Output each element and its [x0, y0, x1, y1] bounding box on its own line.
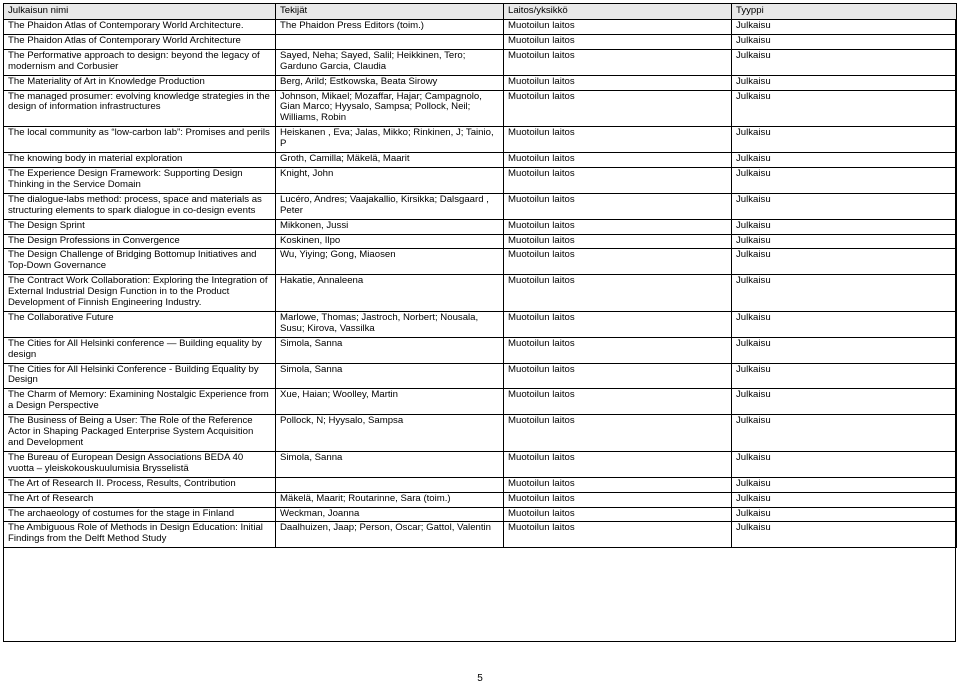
type-cell: Julkaisu	[732, 153, 957, 168]
publications-table	[3, 3, 957, 548]
unit-cell: Muotoilun laitos	[504, 234, 732, 249]
publication-title-cell: The Phaidon Atlas of Contemporary World Architecture	[4, 34, 276, 49]
table-row	[4, 415, 957, 452]
unit-cell: Muotoilun laitos	[504, 153, 732, 168]
table-row	[4, 275, 957, 312]
type-cell: Julkaisu	[732, 219, 957, 234]
authors-cell: Weckman, Joanna	[276, 507, 504, 522]
type-cell: Julkaisu	[732, 275, 957, 312]
authors-cell: Pollock, N; Hyysalo, Sampsa	[276, 415, 504, 452]
publication-title-cell: The Cities for All Helsinki Conference - Building Equality by Design	[4, 363, 276, 389]
column-header-title: Julkaisun nimi	[4, 4, 276, 20]
table-row	[4, 363, 957, 389]
table-header-row	[4, 4, 957, 20]
publication-title-cell: The Contract Work Collaboration: Exploring the Integration of External Industrial Design Function in to the Product Development of Finnish Engineering Industry.	[4, 275, 276, 312]
type-cell: Julkaisu	[732, 193, 957, 219]
publication-title-cell: The Art of Research II. Process, Results, Contribution	[4, 477, 276, 492]
type-cell: Julkaisu	[732, 337, 957, 363]
unit-cell: Muotoilun laitos	[504, 363, 732, 389]
type-cell: Julkaisu	[732, 127, 957, 153]
table-row	[4, 492, 957, 507]
authors-cell: Simola, Sanna	[276, 337, 504, 363]
publication-title-cell: The Design Professions in Convergence	[4, 234, 276, 249]
unit-cell: Muotoilun laitos	[504, 389, 732, 415]
type-cell: Julkaisu	[732, 249, 957, 275]
publication-title-cell: The Materiality of Art in Knowledge Production	[4, 75, 276, 90]
publication-title-cell: The dialogue-labs method: process, space and materials as structuring elements to spark dialogue in co-design events	[4, 193, 276, 219]
authors-cell: Berg, Arild; Estkowska, Beata Sirowy	[276, 75, 504, 90]
type-cell: Julkaisu	[732, 389, 957, 415]
publication-title-cell: The Art of Research	[4, 492, 276, 507]
authors-cell: Groth, Camilla; Mäkelä, Maarit	[276, 153, 504, 168]
publication-title-cell: The Business of Being a User: The Role of the Reference Actor in Shaping Packaged Enterprise System Acquisition and Development	[4, 415, 276, 452]
type-cell: Julkaisu	[732, 522, 957, 548]
unit-cell: Muotoilun laitos	[504, 451, 732, 477]
unit-cell: Muotoilun laitos	[504, 507, 732, 522]
authors-cell: Sayed, Neha; Sayed, Salil; Heikkinen, Tero; Garduno Garcia, Claudia	[276, 49, 504, 75]
authors-cell: Daalhuizen, Jaap; Person, Oscar; Gattol, Valentin	[276, 522, 504, 548]
authors-cell: Mäkelä, Maarit; Routarinne, Sara (toim.)	[276, 492, 504, 507]
publication-title-cell: The managed prosumer: evolving knowledge strategies in the design of information infrastructures	[4, 90, 276, 127]
table-row	[4, 167, 957, 193]
table-row	[4, 507, 957, 522]
table-row	[4, 34, 957, 49]
publication-title-cell: The Cities for All Helsinki conference — Building equality by design	[4, 337, 276, 363]
table-row	[4, 219, 957, 234]
authors-cell: Wu, Yiying; Gong, Miaosen	[276, 249, 504, 275]
publication-title-cell: The Design Sprint	[4, 219, 276, 234]
authors-cell: Marlowe, Thomas; Jastroch, Norbert; Nousala, Susu; Kirova, Vassilka	[276, 311, 504, 337]
publication-title-cell: The Charm of Memory: Examining Nostalgic Experience from a Design Perspective	[4, 389, 276, 415]
unit-cell: Muotoilun laitos	[504, 275, 732, 312]
type-cell: Julkaisu	[732, 234, 957, 249]
table-row	[4, 234, 957, 249]
authors-cell: Knight, John	[276, 167, 504, 193]
unit-cell: Muotoilun laitos	[504, 249, 732, 275]
type-cell: Julkaisu	[732, 507, 957, 522]
type-cell: Julkaisu	[732, 311, 957, 337]
column-header-type: Tyyppi	[732, 4, 957, 20]
table-row	[4, 153, 957, 168]
unit-cell: Muotoilun laitos	[504, 311, 732, 337]
column-header-unit: Laitos/yksikkö	[504, 4, 732, 20]
page-number: 5	[477, 673, 483, 684]
authors-cell: Koskinen, Ilpo	[276, 234, 504, 249]
table-row	[4, 127, 957, 153]
unit-cell: Muotoilun laitos	[504, 49, 732, 75]
table-row	[4, 477, 957, 492]
publication-title-cell: The Performative approach to design: beyond the legacy of modernism and Corbusier	[4, 49, 276, 75]
publication-title-cell: The Experience Design Framework: Supporting Design Thinking in the Service Domain	[4, 167, 276, 193]
authors-cell	[276, 477, 504, 492]
table-row	[4, 20, 957, 35]
unit-cell: Muotoilun laitos	[504, 75, 732, 90]
unit-cell: Muotoilun laitos	[504, 20, 732, 35]
table-row	[4, 311, 957, 337]
publication-title-cell: The Bureau of European Design Associations BEDA 40 vuotta – yleiskokouskuulumisia Brysselistä	[4, 451, 276, 477]
authors-cell: Lucéro, Andres; Vaajakallio, Kirsikka; Dalsgaard , Peter	[276, 193, 504, 219]
table-row	[4, 75, 957, 90]
type-cell: Julkaisu	[732, 20, 957, 35]
table-row	[4, 522, 957, 548]
table-row	[4, 249, 957, 275]
type-cell: Julkaisu	[732, 75, 957, 90]
type-cell: Julkaisu	[732, 49, 957, 75]
table-row	[4, 90, 957, 127]
type-cell: Julkaisu	[732, 90, 957, 127]
authors-cell	[276, 34, 504, 49]
type-cell: Julkaisu	[732, 492, 957, 507]
publication-title-cell: The Phaidon Atlas of Contemporary World Architecture.	[4, 20, 276, 35]
unit-cell: Muotoilun laitos	[504, 34, 732, 49]
type-cell: Julkaisu	[732, 477, 957, 492]
table-row	[4, 193, 957, 219]
unit-cell: Muotoilun laitos	[504, 219, 732, 234]
unit-cell: Muotoilun laitos	[504, 477, 732, 492]
authors-cell: Hakatie, Annaleena	[276, 275, 504, 312]
authors-cell: Simola, Sanna	[276, 451, 504, 477]
column-header-authors: Tekijät	[276, 4, 504, 20]
authors-cell: Johnson, Mikael; Mozaffar, Hajar; Campagnolo, Gian Marco; Hyysalo, Sampsa; Pollock, Neil; Williams, Robin	[276, 90, 504, 127]
authors-cell: Heiskanen , Eva; Jalas, Mikko; Rinkinen, J; Tainio, P	[276, 127, 504, 153]
unit-cell: Muotoilun laitos	[504, 193, 732, 219]
publication-title-cell: The Ambiguous Role of Methods in Design Education: Initial Findings from the Delft Method Study	[4, 522, 276, 548]
publication-title-cell: The Collaborative Future	[4, 311, 276, 337]
unit-cell: Muotoilun laitos	[504, 337, 732, 363]
unit-cell: Muotoilun laitos	[504, 492, 732, 507]
unit-cell: Muotoilun laitos	[504, 167, 732, 193]
unit-cell: Muotoilun laitos	[504, 522, 732, 548]
type-cell: Julkaisu	[732, 34, 957, 49]
publication-title-cell: The local community as “low-carbon lab”: Promises and perils	[4, 127, 276, 153]
type-cell: Julkaisu	[732, 167, 957, 193]
publication-title-cell: The Design Challenge of Bridging Bottomup Initiatives and Top-Down Governance	[4, 249, 276, 275]
table-row	[4, 337, 957, 363]
table-row	[4, 451, 957, 477]
type-cell: Julkaisu	[732, 451, 957, 477]
unit-cell: Muotoilun laitos	[504, 127, 732, 153]
unit-cell: Muotoilun laitos	[504, 415, 732, 452]
authors-cell: Simola, Sanna	[276, 363, 504, 389]
publication-title-cell: The archaeology of costumes for the stage in Finland	[4, 507, 276, 522]
publication-title-cell: The knowing body in material exploration	[4, 153, 276, 168]
authors-cell: The Phaidon Press Editors (toim.)	[276, 20, 504, 35]
authors-cell: Mikkonen, Jussi	[276, 219, 504, 234]
type-cell: Julkaisu	[732, 363, 957, 389]
authors-cell: Xue, Haian; Woolley, Martin	[276, 389, 504, 415]
table-row	[4, 389, 957, 415]
table-row	[4, 49, 957, 75]
type-cell: Julkaisu	[732, 415, 957, 452]
unit-cell: Muotoilun laitos	[504, 90, 732, 127]
